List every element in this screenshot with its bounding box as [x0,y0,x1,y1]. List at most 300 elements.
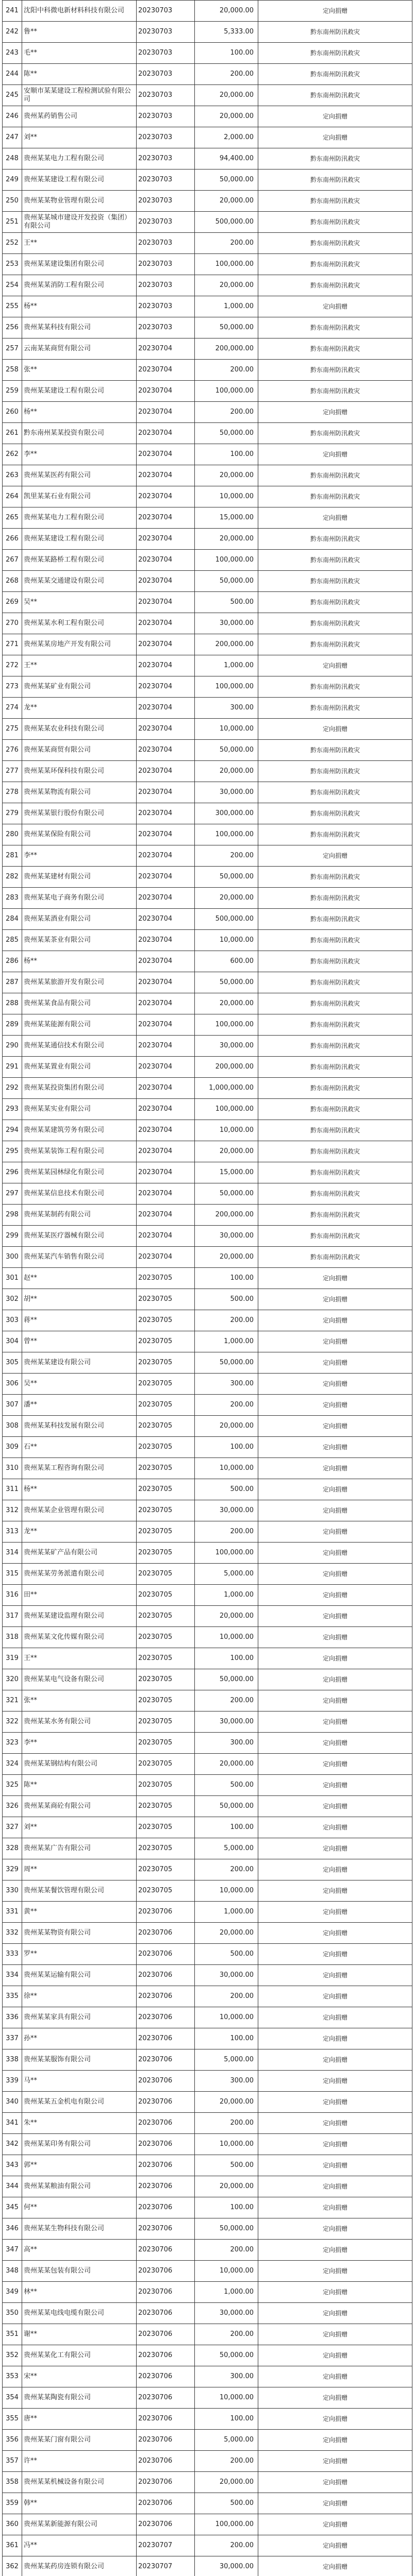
donation-purpose: 定向捐赠 [258,1585,412,1606]
donation-amount: 100.00 [195,1268,258,1289]
row-number: 327 [3,1817,22,1838]
donation-purpose: 黔东南州防汛救灾 [258,1247,412,1268]
row-number: 307 [3,1395,22,1416]
row-number: 260 [3,402,22,423]
donation-purpose: 定向捐赠 [258,1374,412,1395]
donor-name: 罗** [22,1944,137,1965]
donor-name: 郭** [22,2155,137,2176]
donor-name: 曾** [22,1331,137,1352]
donation-amount: 300.00 [195,2071,258,2092]
table-row [3,317,412,338]
row-number: 317 [3,1606,22,1627]
donation-date: 20230703 [137,212,195,233]
table-row [3,191,412,212]
donation-amount: 20,000.00 [195,888,258,909]
donor-name: 王** [22,233,137,254]
donation-date: 20230704 [137,803,195,824]
donor-name: 贵州某某钢结构有限公司 [22,1754,137,1775]
row-number: 331 [3,1902,22,1923]
donor-name: 安顺市某某建设工程检测试验有限公司 [22,85,137,106]
row-number: 308 [3,1416,22,1437]
donation-amount: 100.00 [195,1817,258,1838]
table-row [3,1775,412,1796]
table-row [3,1986,412,2007]
donor-name: 贵州某某新能源有限公司 [22,2514,137,2535]
donor-name: 龙** [22,698,137,719]
donation-purpose: 定向捐赠 [258,1627,412,1648]
table-row [3,761,412,782]
table-row [3,1754,412,1775]
row-number: 253 [3,254,22,275]
donor-name: 韩** [22,2493,137,2514]
row-number: 292 [3,1078,22,1099]
donor-name: 林** [22,2282,137,2303]
table-row [3,2493,412,2514]
row-number: 342 [3,2134,22,2155]
row-number: 252 [3,233,22,254]
donation-amount: 50,000.00 [195,317,258,338]
row-number: 316 [3,1585,22,1606]
donation-date: 20230706 [137,2493,195,2514]
donor-name: 王** [22,655,137,676]
row-number: 305 [3,1352,22,1374]
row-number: 301 [3,1268,22,1289]
table-row [3,592,412,613]
table-row [3,1289,412,1310]
donation-purpose: 黔东南州防汛救灾 [258,1014,412,1036]
donation-purpose: 定向捐赠 [258,1690,412,1711]
donation-amount: 10,000.00 [195,1880,258,1902]
donation-purpose: 黔东南州防汛救灾 [258,233,412,254]
donation-amount: 15,000.00 [195,507,258,529]
donation-purpose: 黔东南州防汛救灾 [258,22,412,43]
table-row [3,1606,412,1627]
donor-name: 贵州某某制药有限公司 [22,1205,137,1226]
donor-name: 贵州某某商贸有限公司 [22,740,137,761]
donor-name: 贵州某某环保科技有限公司 [22,761,137,782]
table-row [3,2472,412,2493]
donor-name: 贵州某某服饰有限公司 [22,2049,137,2071]
row-number: 293 [3,1099,22,1120]
table-row [3,2409,412,2430]
donation-purpose: 黔东南州防汛救灾 [258,85,412,106]
table-row [3,1521,412,1543]
donation-date: 20230705 [137,1564,195,1585]
table-row [3,1247,412,1268]
donor-name: 贵州某某置业有限公司 [22,1057,137,1078]
donor-name: 贵州某某酒业有限公司 [22,909,137,930]
donation-purpose: 定向捐赠 [258,1564,412,1585]
donation-amount: 50,000.00 [195,1669,258,1690]
donor-name: 贵州某某门窗有限公司 [22,2430,137,2451]
donation-purpose: 黔东南州防汛救灾 [258,1205,412,1226]
donation-date: 20230704 [137,592,195,613]
donor-name: 贵州某某银行股份有限公司 [22,803,137,824]
donation-date: 20230705 [137,1754,195,1775]
row-number: 247 [3,127,22,148]
donation-amount: 20,000.00 [195,1416,258,1437]
donation-date: 20230704 [137,423,195,444]
donation-amount: 200.00 [195,1986,258,2007]
donor-name: 陈** [22,64,137,85]
table-row [3,571,412,592]
donor-name: 贵州某某房地产开发有限公司 [22,634,137,655]
table-row [3,2556,412,2576]
donation-date: 20230704 [137,993,195,1014]
donation-date: 20230706 [137,2409,195,2430]
donor-name: 贵州某某五金机电有限公司 [22,2092,137,2113]
table-row [3,1310,412,1331]
donor-name: 鲁** [22,22,137,43]
donation-date: 20230703 [137,43,195,64]
row-number: 270 [3,613,22,634]
table-row [3,1395,412,1416]
donation-date: 20230705 [137,1796,195,1817]
donor-name: 周** [22,1859,137,1880]
donation-amount: 1,000.00 [195,1331,258,1352]
donor-name: 贵州某某路桥工程有限公司 [22,550,137,571]
donor-name: 贵州某某建设监理有限公司 [22,1606,137,1627]
row-number: 326 [3,1796,22,1817]
donation-purpose: 定向捐赠 [258,1880,412,1902]
donor-name: 王** [22,1648,137,1669]
donation-date: 20230706 [137,2472,195,2493]
table-row [3,1205,412,1226]
row-number: 257 [3,338,22,360]
table-row [3,2134,412,2155]
donation-amount: 50,000.00 [195,1352,258,1374]
table-row [3,2049,412,2071]
donor-name: 贵州某某物资有限公司 [22,1923,137,1944]
row-number: 315 [3,1564,22,1585]
donation-amount: 94,400.00 [195,148,258,170]
donation-purpose: 定向捐赠 [258,1944,412,1965]
row-number: 271 [3,634,22,655]
row-number: 259 [3,381,22,402]
table-row [3,2514,412,2535]
table-row [3,1057,412,1078]
donation-purpose: 定向捐赠 [258,2071,412,2092]
donation-date: 20230705 [137,1606,195,1627]
table-row [3,613,412,634]
row-number: 360 [3,2514,22,2535]
donation-amount: 10,000.00 [195,1458,258,1479]
donation-date: 20230703 [137,296,195,317]
donation-date: 20230707 [137,2556,195,2576]
donation-amount: 200.00 [195,2451,258,2472]
donation-purpose: 定向捐赠 [258,2324,412,2345]
donation-amount: 500.00 [195,592,258,613]
donation-date: 20230704 [137,909,195,930]
row-number: 298 [3,1205,22,1226]
donation-date: 20230704 [137,761,195,782]
table-row [3,1817,412,1838]
donation-purpose: 定向捐赠 [258,1648,412,1669]
donation-date: 20230705 [137,1521,195,1543]
donation-date: 20230704 [137,1141,195,1162]
donation-amount: 300.00 [195,1374,258,1395]
donation-purpose: 黔东南州防汛救灾 [258,148,412,170]
table-row [3,1437,412,1458]
table-row [3,85,412,106]
donation-date: 20230704 [137,782,195,803]
donation-date: 20230705 [137,1289,195,1310]
donation-purpose: 黔东南州防汛救灾 [258,212,412,233]
row-number: 362 [3,2556,22,2576]
donor-name: 贵州某某医疗器械有限公司 [22,1226,137,1247]
donor-name: 刘** [22,1817,137,1838]
donation-amount: 500.00 [195,1775,258,1796]
row-number: 336 [3,2007,22,2028]
row-number: 267 [3,550,22,571]
donation-date: 20230706 [137,2240,195,2261]
donation-date: 20230705 [137,1690,195,1711]
donation-date: 20230704 [137,444,195,465]
donation-amount: 200,000.00 [195,634,258,655]
donation-purpose: 定向捐赠 [258,1711,412,1733]
row-number: 337 [3,2028,22,2049]
donation-purpose: 黔东南州防汛救灾 [258,888,412,909]
donation-amount: 20,000.00 [195,1754,258,1775]
donation-purpose: 定向捐赠 [258,507,412,529]
donation-date: 20230703 [137,106,195,127]
table-row [3,170,412,191]
donation-purpose: 黔东南州防汛救灾 [258,930,412,951]
donation-amount: 100,000.00 [195,824,258,845]
donation-purpose: 黔东南州防汛救灾 [258,1120,412,1141]
donation-amount: 500,000.00 [195,909,258,930]
row-number: 250 [3,191,22,212]
donation-date: 20230706 [137,2451,195,2472]
row-number: 349 [3,2282,22,2303]
donation-amount: 500.00 [195,1944,258,1965]
donation-date: 20230705 [137,1331,195,1352]
donation-purpose: 定向捐赠 [258,2240,412,2261]
donation-date: 20230703 [137,85,195,106]
row-number: 321 [3,1690,22,1711]
donation-purpose: 黔东南州防汛救灾 [258,634,412,655]
donation-date: 20230705 [137,1352,195,1374]
donation-date: 20230704 [137,972,195,993]
row-number: 269 [3,592,22,613]
donor-name: 贵州某某通信技术有限公司 [22,1036,137,1057]
table-row [3,845,412,867]
donation-purpose: 定向捐赠 [258,2218,412,2240]
donation-purpose: 定向捐赠 [258,1838,412,1859]
table-row [3,127,412,148]
donation-date: 20230705 [137,1543,195,1564]
donor-name: 贵州某某水利工程有限公司 [22,613,137,634]
donation-purpose: 定向捐赠 [258,2303,412,2324]
row-number: 304 [3,1331,22,1352]
donation-amount: 10,000.00 [195,1627,258,1648]
donor-name: 贵州某某科技发展有限公司 [22,1416,137,1437]
table-row [3,1944,412,1965]
donation-amount: 20,000.00 [195,106,258,127]
table-row [3,2218,412,2240]
table-row [3,1627,412,1648]
table-row [3,698,412,719]
donation-date: 20230704 [137,613,195,634]
donor-name: 贵州某某建设工程有限公司 [22,381,137,402]
donation-date: 20230703 [137,233,195,254]
donation-amount: 10,000.00 [195,930,258,951]
table-row [3,1733,412,1754]
donation-date: 20230704 [137,930,195,951]
donor-name: 贵州某某生物科技有限公司 [22,2218,137,2240]
table-row [3,212,412,233]
donation-purpose: 黔东南州防汛救灾 [258,170,412,191]
donation-amount: 600.00 [195,951,258,972]
donation-date: 20230705 [137,1374,195,1395]
donor-name: 毛** [22,43,137,64]
table-row [3,803,412,824]
donation-purpose: 定向捐赠 [258,1902,412,1923]
donation-amount: 200.00 [195,2324,258,2345]
donor-name: 贵州某药销售公司 [22,106,137,127]
row-number: 254 [3,275,22,296]
donation-amount: 10,000.00 [195,2134,258,2155]
donation-purpose: 黔东南州防汛救灾 [258,423,412,444]
row-number: 354 [3,2387,22,2409]
donation-amount: 30,000.00 [195,1711,258,1733]
donation-date: 20230704 [137,550,195,571]
donation-date: 20230706 [137,2430,195,2451]
donation-date: 20230704 [137,1226,195,1247]
row-number: 273 [3,676,22,698]
donation-amount: 20,000.00 [195,1923,258,1944]
donor-name: 贵州某某电力工程有限公司 [22,507,137,529]
donation-purpose: 黔东南州防汛救灾 [258,550,412,571]
row-number: 348 [3,2261,22,2282]
donor-name: 贵州某某建设集团有限公司 [22,254,137,275]
donation-amount: 10,000.00 [195,2261,258,2282]
donation-amount: 100.00 [195,2028,258,2049]
row-number: 290 [3,1036,22,1057]
donation-purpose: 定向捐赠 [258,1416,412,1437]
row-number: 243 [3,43,22,64]
donation-amount: 300.00 [195,698,258,719]
table-row [3,381,412,402]
donation-amount: 15,000.00 [195,1162,258,1183]
donation-amount: 200.00 [195,2113,258,2134]
donation-purpose: 黔东南州防汛救灾 [258,592,412,613]
donation-purpose: 定向捐赠 [258,1310,412,1331]
donation-date: 20230705 [137,1268,195,1289]
donor-name: 贵州某某药房连锁有限公司 [22,2556,137,2576]
row-number: 356 [3,2430,22,2451]
donation-amount: 20,000.00 [195,529,258,550]
donation-amount: 10,000.00 [195,1120,258,1141]
row-number: 343 [3,2155,22,2176]
table-row [3,1585,412,1606]
row-number: 351 [3,2324,22,2345]
donation-amount: 20,000.00 [195,275,258,296]
donation-list-document [2,0,412,2576]
row-number: 353 [3,2366,22,2387]
row-number: 339 [3,2071,22,2092]
donation-amount: 50,000.00 [195,2345,258,2366]
donation-amount: 1,000.00 [195,2282,258,2303]
donor-name: 潘** [22,1395,137,1416]
donor-name: 杨** [22,951,137,972]
donation-amount: 50,000.00 [195,972,258,993]
donation-purpose: 定向捐赠 [258,845,412,867]
donation-amount: 100.00 [195,1437,258,1458]
donor-name: 贵州某某建设有限公司 [22,1352,137,1374]
donor-name: 贵州某某城市建设开发投资（集团）有限公司 [22,212,137,233]
table-row [3,2345,412,2366]
row-number: 287 [3,972,22,993]
donor-name: 贵州某某建材有限公司 [22,867,137,888]
donor-name: 许** [22,2451,137,2472]
donation-date: 20230704 [137,1183,195,1205]
row-number: 329 [3,1859,22,1880]
donation-amount: 20,000.00 [195,1141,258,1162]
donation-purpose: 黔东南州防汛救灾 [258,191,412,212]
table-row [3,1162,412,1183]
donation-amount: 1,000.00 [195,1902,258,1923]
donation-purpose: 定向捐赠 [258,2472,412,2493]
donation-date: 20230706 [137,2197,195,2218]
donation-purpose: 定向捐赠 [258,1395,412,1416]
table-row [3,1838,412,1859]
donation-purpose: 定向捐赠 [258,719,412,740]
donor-name: 贵州某某建筑劳务有限公司 [22,1120,137,1141]
donation-date: 20230706 [137,2071,195,2092]
donor-name: 孙** [22,2028,137,2049]
row-number: 275 [3,719,22,740]
donation-date: 20230706 [137,2324,195,2345]
table-row [3,402,412,423]
donation-purpose: 定向捐赠 [258,127,412,148]
table-row [3,2303,412,2324]
row-number: 274 [3,698,22,719]
row-number: 265 [3,507,22,529]
donation-purpose: 定向捐赠 [258,2113,412,2134]
donation-date: 20230706 [137,1923,195,1944]
donor-name: 贵州某某工程咨询有限公司 [22,1458,137,1479]
table-row [3,550,412,571]
donation-purpose: 定向捐赠 [258,1458,412,1479]
row-number: 261 [3,423,22,444]
donation-amount: 200.00 [195,402,258,423]
donation-purpose: 定向捐赠 [258,1923,412,1944]
donation-date: 20230703 [137,64,195,85]
donation-amount: 20,000.00 [195,2472,258,2493]
donation-amount: 200,000.00 [195,338,258,360]
donation-purpose: 黔东南州防汛救灾 [258,254,412,275]
donation-date: 20230705 [137,1585,195,1606]
donation-date: 20230705 [137,1458,195,1479]
table-row [3,2261,412,2282]
row-number: 242 [3,22,22,43]
donation-purpose: 黔东南州防汛救灾 [258,1057,412,1078]
donation-amount: 20,000.00 [195,1247,258,1268]
table-row [3,824,412,845]
donor-name: 唐** [22,2409,137,2430]
donation-amount: 100,000.00 [195,676,258,698]
table-row [3,2240,412,2261]
donation-purpose: 定向捐赠 [258,2514,412,2535]
table-row [3,2197,412,2218]
donation-purpose: 定向捐赠 [258,2387,412,2409]
row-number: 347 [3,2240,22,2261]
donation-amount: 20,000.00 [195,2176,258,2197]
row-number: 312 [3,1500,22,1521]
row-number: 309 [3,1437,22,1458]
donation-amount: 300.00 [195,2366,258,2387]
